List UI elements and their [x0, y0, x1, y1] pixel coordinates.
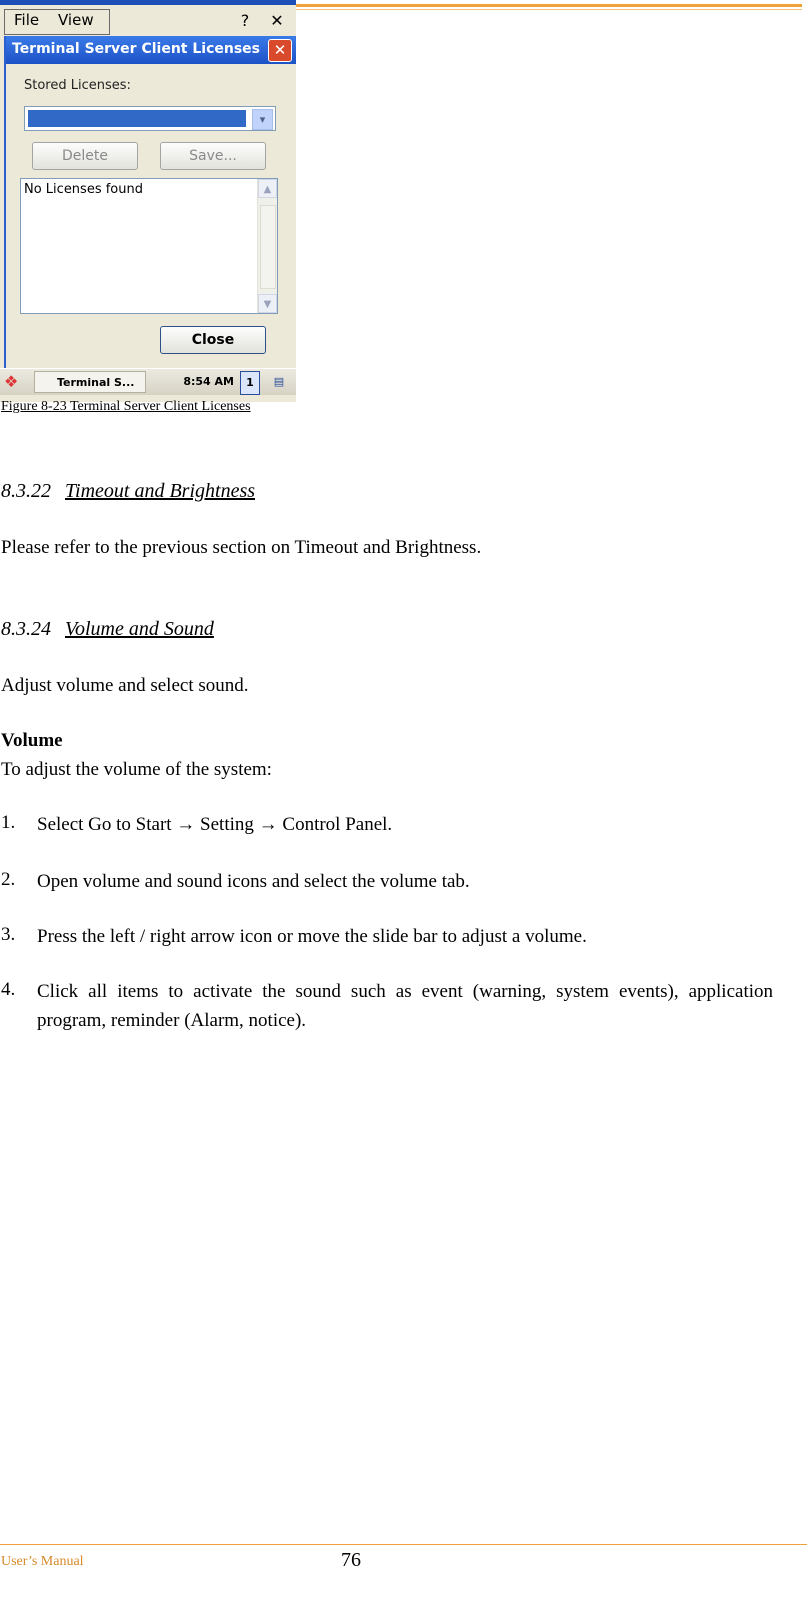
dialog-close-icon[interactable]: ✕ [268, 39, 292, 62]
select-highlight [28, 110, 246, 127]
taskbar-clock: 8:54 AM [183, 375, 234, 388]
top-rule [292, 4, 802, 7]
section-heading-volume [1, 618, 214, 641]
stored-licenses-select[interactable] [24, 106, 276, 131]
footer-rule [0, 1544, 807, 1545]
help-icon[interactable]: ? [240, 11, 250, 30]
save-button[interactable]: Save... [160, 142, 266, 170]
start-icon[interactable]: ❖ [4, 372, 19, 391]
section-title: Timeout and Brightness [65, 480, 256, 502]
scroll-thumb[interactable] [260, 205, 276, 289]
windows-icon[interactable]: ▤ [273, 375, 285, 388]
chevron-down-icon[interactable]: ▾ [252, 109, 273, 130]
menu-view[interactable]: View [58, 11, 94, 29]
page-number: 76 [341, 1549, 361, 1571]
list-number: 3. [1, 924, 16, 945]
list-text: Open volume and sound icons and select the volume tab. [37, 871, 470, 892]
list-text: Press the left / right arrow icon or move the slide bar to adjust a volume. [37, 926, 587, 947]
volume-subheading: Volume [1, 730, 63, 751]
licenses-list[interactable] [20, 178, 278, 314]
dialog-title: Terminal Server Client Licenses [12, 41, 260, 57]
taskbar-task-button[interactable]: Terminal S... [34, 371, 146, 393]
timeout-paragraph: Please refer to the previous section on Timeout and Brightness. [1, 537, 482, 558]
menu-file[interactable]: File [14, 11, 40, 29]
taskbar [0, 368, 296, 395]
close-button[interactable]: Close [160, 326, 266, 354]
volume-intro: To adjust the volume of the system: [1, 759, 272, 780]
list-empty-text: No Licenses found [24, 182, 143, 197]
volume-paragraph: Adjust volume and select sound. [1, 675, 249, 696]
list-text: Click all items to activate the sound such as event (warning, system events), application program, reminder (Alarm, notice). [37, 981, 773, 1031]
footer-manual-label: User’s Manual [1, 1554, 84, 1569]
section-title: Volume and Sound [65, 618, 214, 640]
section-number: 8.3.22 [1, 480, 51, 502]
section-heading-timeout [1, 480, 255, 503]
list-number: 1. [1, 812, 16, 833]
screenshot-figure [0, 0, 296, 402]
licenses-dialog [4, 36, 296, 370]
close-icon[interactable]: ✕ [270, 11, 284, 30]
scroll-down-icon[interactable]: ▼ [258, 294, 277, 313]
delete-button[interactable]: Delete [32, 142, 138, 170]
top-rule-thin [292, 9, 802, 10]
dialog-titlebar [6, 36, 296, 64]
list-number: 2. [1, 869, 16, 890]
list-text: Select Go to Start → Setting → Control Panel. [37, 814, 393, 835]
taskbar-badge[interactable]: 1 [240, 371, 260, 395]
section-number: 8.3.24 [1, 618, 51, 640]
stored-licenses-label: Stored Licenses: [24, 78, 131, 93]
list-scrollbar[interactable] [257, 179, 277, 313]
figure-caption: Figure 8-23 Terminal Server Client Licenses [1, 399, 251, 414]
scroll-up-icon[interactable]: ▲ [258, 179, 277, 198]
menu-bar [0, 5, 296, 35]
list-number: 4. [1, 979, 16, 1000]
